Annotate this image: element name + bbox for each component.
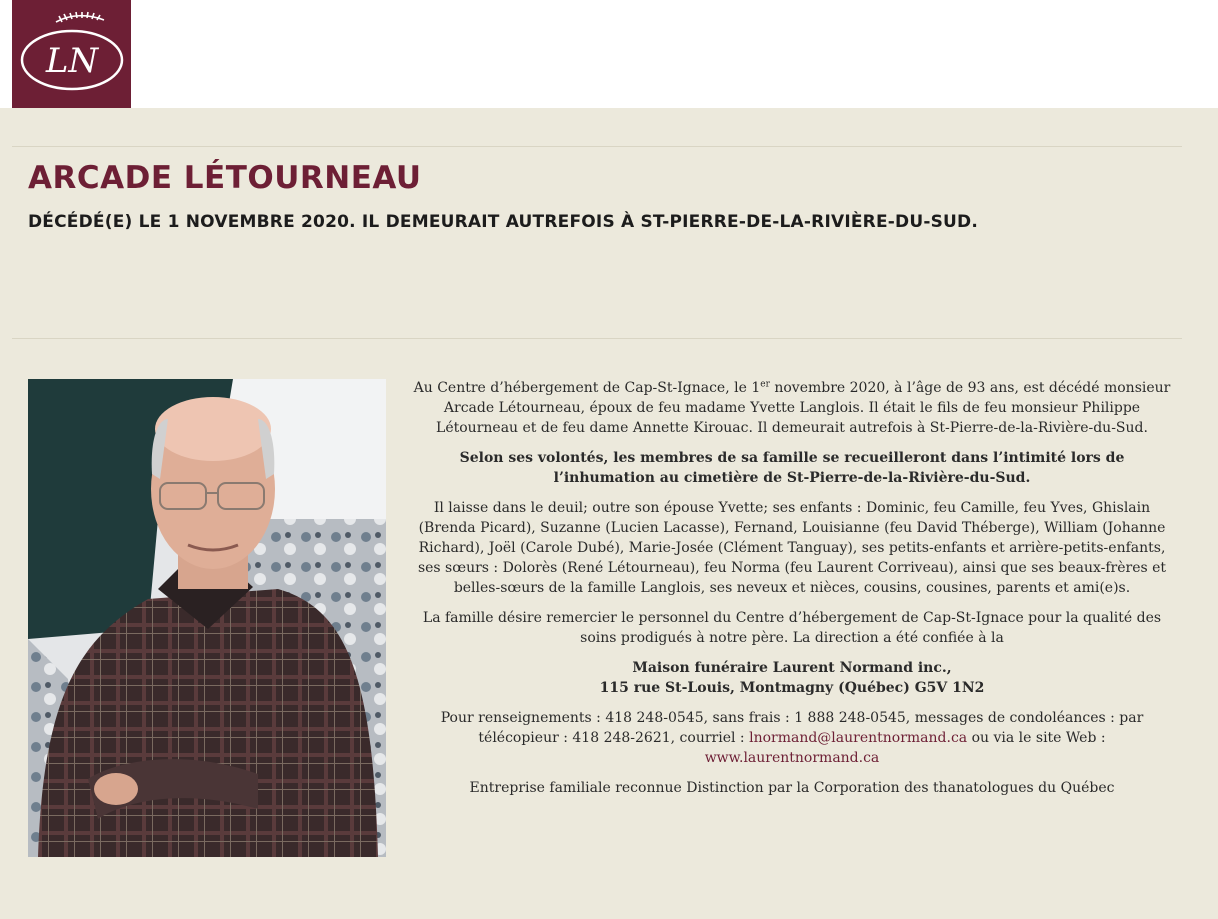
funeral-home-address: [412, 658, 1172, 698]
contact-text-a: Pour renseignements : 418 248-0545, sans frais : 1 888 248-0545, messages de condoléances : par télécopieur : 418 248-2621, courriel :: [440, 710, 1144, 746]
website-link[interactable]: www.laurentnormand.ca: [704, 750, 880, 766]
ordinal-superscript: er: [760, 379, 770, 390]
logo[interactable]: [12, 0, 131, 108]
intro-text-a: Au Centre d’hébergement de Cap-St-Ignace, le 1: [413, 380, 761, 396]
svg-text:LN: LN: [45, 41, 99, 81]
email-link[interactable]: lnormand@laurentnormand.ca: [749, 730, 968, 746]
funeral-home-street: 115 rue St-Louis, Montmagny (Québec) G5V 1N2: [599, 680, 985, 696]
distinction-note: Entreprise familiale reconnue Distinction par la Corporation des thanatologues du Québec: [469, 780, 1115, 796]
contact-info: [412, 708, 1172, 768]
funeral-home-name: Maison funéraire Laurent Normand inc.,: [632, 660, 952, 676]
divider-top: [12, 146, 1182, 147]
deceased-photo: [28, 379, 386, 857]
deceased-name: ARCADE LÉTOURNEAU: [28, 160, 422, 196]
obituary-paragraph-family: Il laisse dans le deuil; outre son épouse Yvette; ses enfants : Dominic, feu Camille, feu Yves, Ghislain (Brenda Picard), Suzanne (Lucien Lacasse), Fernand, Louisianne (feu David Théberge), William (Johanne Richard), Joël (Carole Dubé), Marie-Josée (Clément Tanguay), ses petits-enfants et arrière-petits-enfants, ses sœurs : Dolorès (René Létourneau), feu Norma (feu Laurent Corriveau), ainsi que ses beaux-frères et belles-sœurs de la famille Langlois, ses neveux et nièces, cousins, cousines, parents et ami(e)s.: [417, 500, 1167, 596]
logo-emblem: [12, 0, 131, 108]
obituary-paragraph-intro: [412, 378, 1172, 438]
obituary-paragraph-burial: Selon ses volontés, les membres de sa famille se recueilleront dans l’intimité lors de l’inhumation au cimetière de St-Pierre-de-la-Rivière-du-Sud.: [459, 450, 1125, 486]
divider-middle: [12, 338, 1182, 339]
obituary-paragraph-thanks: La famille désire remercier le personnel du Centre d’hébergement de Cap-St-Ignace pour la qualité des soins prodigués à notre père. La direction a été confiée à la: [422, 610, 1162, 646]
obituary-text: [412, 378, 1172, 808]
header-bar: [0, 0, 1218, 108]
death-subtitle: DÉCÉDÉ(E) LE 1 NOVEMBRE 2020. IL DEMEURAIT AUTREFOIS À ST-PIERRE-DE-LA-RIVIÈRE-DU-SUD.: [28, 212, 979, 232]
intro-text-b: novembre 2020, à l’âge de 93 ans, est décédé monsieur Arcade Létourneau, époux de feu madame Yvette Langlois. Il était le fils de feu monsieur Philippe Létourneau et de feu dame Annette Kirouac. Il demeurait autrefois à St-Pierre-de-la-Rivière-du-Sud.: [436, 380, 1171, 436]
contact-text-b: ou via le site Web :: [967, 730, 1106, 746]
